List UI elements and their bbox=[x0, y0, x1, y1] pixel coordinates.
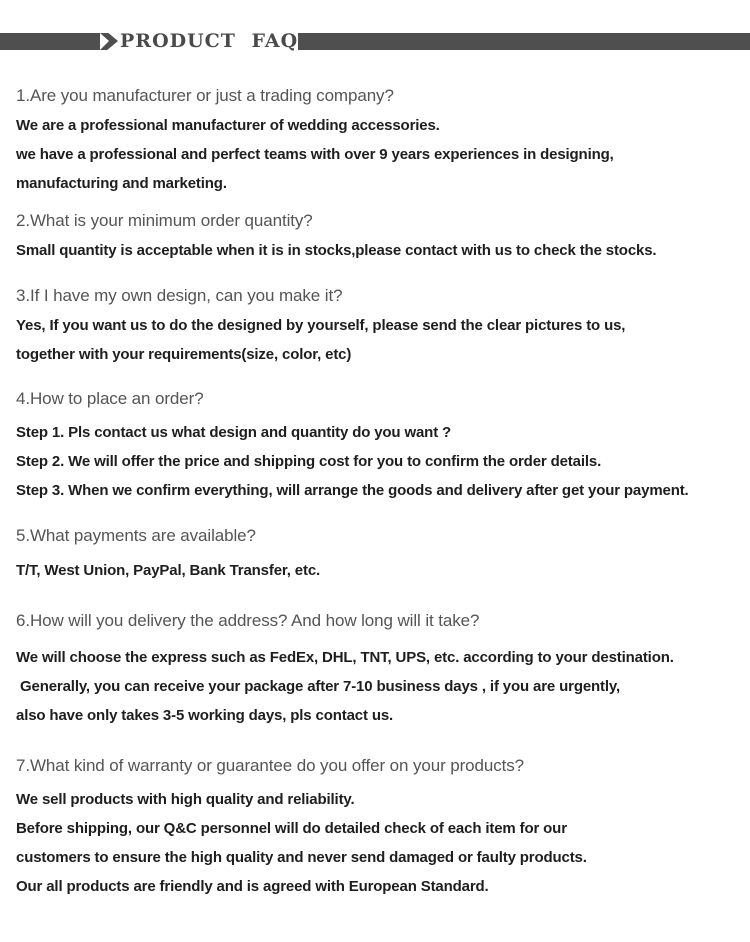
faq-item-5 bbox=[16, 525, 744, 585]
faq-answer-line: We will choose the express such as FedEx, DHL, TNT, UPS, etc. according to your destination. bbox=[16, 649, 674, 666]
faq-answer-line: we have a professional and perfect teams with over 9 years experiences in designing, bbox=[16, 146, 614, 163]
faq-answer-line: Our all products are friendly and is agreed with European Standard. bbox=[16, 878, 489, 895]
faq-question: 4.How to place an order? bbox=[16, 389, 204, 408]
faq-answer-line: Small quantity is acceptable when it is in stocks,please contact with us to check the stocks. bbox=[16, 242, 657, 259]
faq-answer-line: customers to ensure the high quality and never send damaged or faulty products. bbox=[16, 849, 587, 866]
faq-question: 6.How will you delivery the address? And how long will it take? bbox=[16, 611, 480, 630]
faq-answer-line: together with your requirements(size, color, etc) bbox=[16, 346, 352, 363]
faq-answer-line: Step 3. When we confirm everything, will arrange the goods and delivery after get your payment. bbox=[16, 482, 689, 499]
faq-answer-line: also have only takes 3-5 working days, pls contact us. bbox=[16, 707, 394, 724]
faq-question: 1.Are you manufacturer or just a trading company? bbox=[16, 86, 394, 105]
faq-answer bbox=[16, 785, 744, 901]
faq-answer-line: Step 1. Pls contact us what design and quantity do you want ? bbox=[16, 424, 452, 441]
faq-answer-line: Step 2. We will offer the price and shipping cost for you to confirm the order details. bbox=[16, 453, 602, 470]
faq-answer bbox=[16, 111, 744, 198]
header-bar-graphic bbox=[0, 26, 750, 56]
faq-answer bbox=[16, 311, 744, 369]
faq-question: 2.What is your minimum order quantity? bbox=[16, 211, 313, 230]
faq-item-2 bbox=[16, 210, 744, 265]
faq-answer bbox=[16, 556, 744, 585]
faq-answer-line: We sell products with high quality and reliability. bbox=[16, 791, 355, 808]
faq-answer-line: We are a professional manufacturer of wedding accessories. bbox=[16, 117, 440, 134]
faq-question: 5.What payments are available? bbox=[16, 526, 256, 545]
faq-answer bbox=[16, 418, 744, 505]
faq-item-1 bbox=[16, 85, 744, 198]
faq-item-6 bbox=[16, 610, 744, 730]
faq-question: 7.What kind of warranty or guarantee do you offer on your products? bbox=[16, 756, 525, 775]
faq-question: 3.If I have my own design, can you make it? bbox=[16, 286, 343, 305]
faq-answer-line: Yes, If you want us to do the designed by yourself, please send the clear pictures to us, bbox=[16, 317, 626, 334]
faq-answer-line: Generally, you can receive your package after 7-10 business days , if you are urgently, bbox=[16, 678, 621, 695]
faq-item-7 bbox=[16, 755, 744, 901]
faq-item-3 bbox=[16, 285, 744, 369]
faq-item-4 bbox=[16, 388, 744, 505]
faq-answer-line: manufacturing and marketing. bbox=[16, 175, 227, 192]
faq-answer-line: Before shipping, our Q&C personnel will do detailed check of each item for our bbox=[16, 820, 567, 837]
faq-answer bbox=[16, 643, 744, 730]
page-title: PRODUCT FAQ bbox=[120, 30, 299, 52]
faq-answer-line: T/T, West Union, PayPal, Bank Transfer, etc. bbox=[16, 562, 321, 579]
faq-answer bbox=[16, 236, 744, 265]
faq-header-banner bbox=[0, 26, 750, 56]
